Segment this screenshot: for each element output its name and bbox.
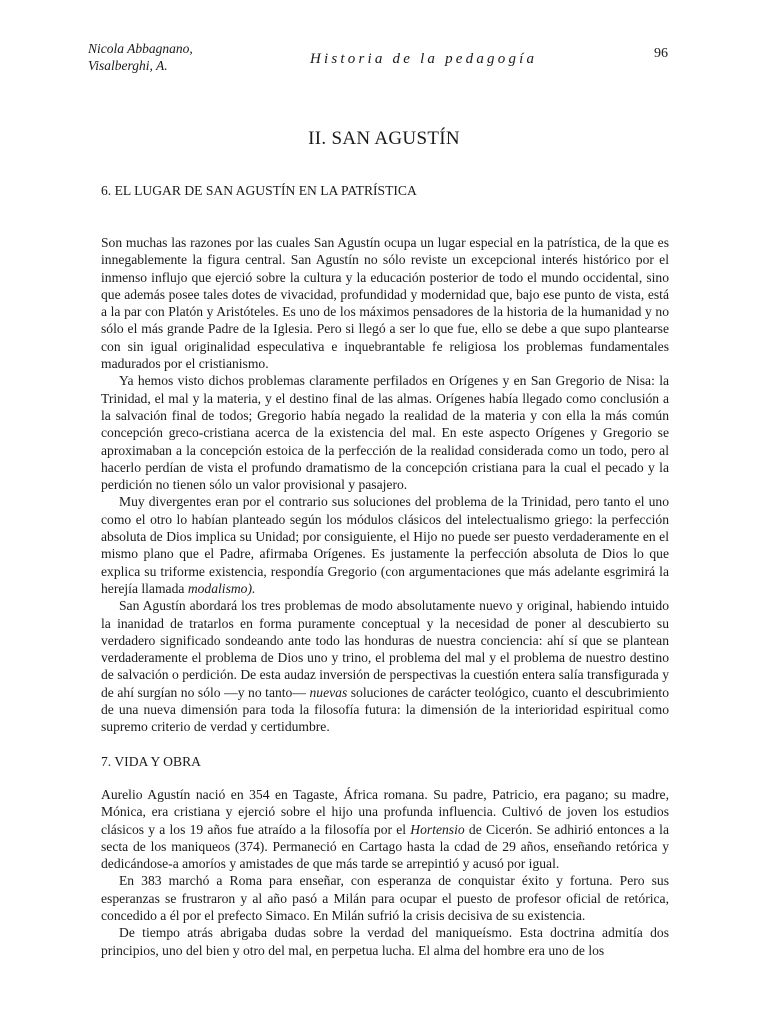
page-header [88, 40, 668, 82]
paragraph [101, 786, 669, 872]
book-title: Historia de la pedagogía [310, 51, 538, 67]
italic-term: nuevas [309, 684, 348, 700]
section-6-body [101, 234, 669, 736]
paragraph-text: soluciones de carácter teológico, cuanto el descubrimiento de una nueva dimensión para toda la filosofía futura: la dimensión de la interioridad espiritual como supremo criterio de verdad y certidumbre. [101, 684, 670, 735]
section-heading-7: 7. VIDA Y OBRA [101, 754, 201, 769]
author-line-1: Nicola Abbagnano, [88, 41, 193, 56]
paragraph [101, 493, 669, 597]
paragraph: De tiempo atrás abrigaba dudas sobre la verdad del maniqueísmo. Esta doctrina admitía dos principios, uno del bien y otro del mal, en perpetua lucha. El alma del hombre era uno de los [101, 925, 669, 958]
author-line-2: Visalberghi, A. [88, 58, 168, 73]
italic-term: modalismo). [187, 580, 256, 596]
paragraph [101, 597, 669, 735]
page-number: 96 [654, 46, 668, 61]
chapter-title: II. SAN AGUSTÍN [308, 128, 460, 149]
paragraph-text: de Cicerón. Se adhirió entonces a la secta de los maniqueos (374). Permaneció en Cartago hasta la cdad de 29 años, enseñando retórica y dedicándose-a amoríos y amistades de que más tarde se arrepintió y acusó por igual. [101, 821, 669, 872]
italic-term: Hortensio [410, 821, 465, 837]
paragraph: Son muchas las razones por las cuales San Agustín ocupa un lugar especial en la patrística, de la que es innegablemente la figura central. San Agustín no sólo reviste un excepcional interés histórico por el inmenso influjo que ejerció sobre la cultura y la educación posterior de todo el mundo occidental, sino que además posee tales dotes de vivacidad, profundidad y modernidad que, bajo ese punto de vista, está a la par con Platón y Aristóteles. Es uno de los máximos pensadores de la historia de la humanidad y no sólo el más grande Padre de la Iglesia. Pero si llegó a ser lo que fue, ello se debe a que supo plantearse con sin igual originalidad especulativa e inquebrantable fe religiosa los problemas fundamentales madurados por el cristianismo. [101, 235, 669, 372]
paragraph-text: San Agustín abordará los tres problemas de modo absolutamente nuevo y original, habiendo intuido la inanidad de tratarlos en forma puramente conceptual y la necesidad de poner al descubierto su verdadero significado sondeando ante todo las honduras de nuestra conciencia: ahí sí que se plantean verdaderamente el problema de Dios uno y trino, el problema del mal y el problema de nuestro destino de salvación o perdición. De esta audaz inversión de perspectivas la cuestión entera salía transfigurada y de ahí surgían no sólo —y no tanto— [101, 598, 669, 700]
paragraph-text: Aurelio Agustín nació en 354 en Tagaste, África romana. Su padre, Patricio, era pagano; su madre, Mónica, era cristiana y ejerció sobre el hijo una profunda influencia. Cultivó de joven los estudios clásicos y a los 19 años fue atraído a la filosofía por el [101, 787, 669, 837]
author-block [88, 40, 193, 74]
paragraph: Ya hemos visto dichos problemas claramente perfilados en Orígenes y en San Gregorio de Nisa: la Trinidad, el mal y la materia, y el destino final de las almas. Orígenes había llegado como conclusión a la salvación final de todos; Gregorio había negado la realidad de la materia y con ella la más común concepción greco-cristiana acerca de la existencia del mal. En este aspecto Orígenes y Gregorio se aproximaban a la concepción estoica de la perfección de la realidad considerada como un todo, pero al hacerlo perdían de vista el profundo dramatismo de la concepción cristiana para la cual el pecado y la perdición no tienen sólo un valor provisional y pasajero. [101, 373, 669, 493]
paragraph-text: Muy divergentes eran por el contrario sus soluciones del problema de la Trinidad, pero tanto el uno como el otro lo habían planteado según los módulos clásicos del intelectualismo griego: la perfección absoluta de Dios implica su Unidad; por consiguiente, el Hijo no puede ser puesto verdaderamente en el mismo plano que el Padre, afirmaba Orígenes. Es justamente la perfección absoluta de Dios lo que explica su triforme existencia, respondía Gregorio (con argumentaciones que más adelante esgrimirá la herejía llamada [101, 494, 669, 596]
section-7-body [101, 786, 669, 959]
section-heading-6: 6. EL LUGAR DE SAN AGUSTÍN EN LA PATRÍSTICA [101, 183, 417, 198]
paragraph: En 383 marchó a Roma para enseñar, con esperanza de conquistar éxito y fortuna. Pero sus esperanzas se frustraron y al año pasó a Milán para ocupar el puesto de profesor oficial de retórica, concedido a él por el prefecto Simaco. En Milán sufrió la crisis decisiva de su existencia. [101, 873, 669, 924]
